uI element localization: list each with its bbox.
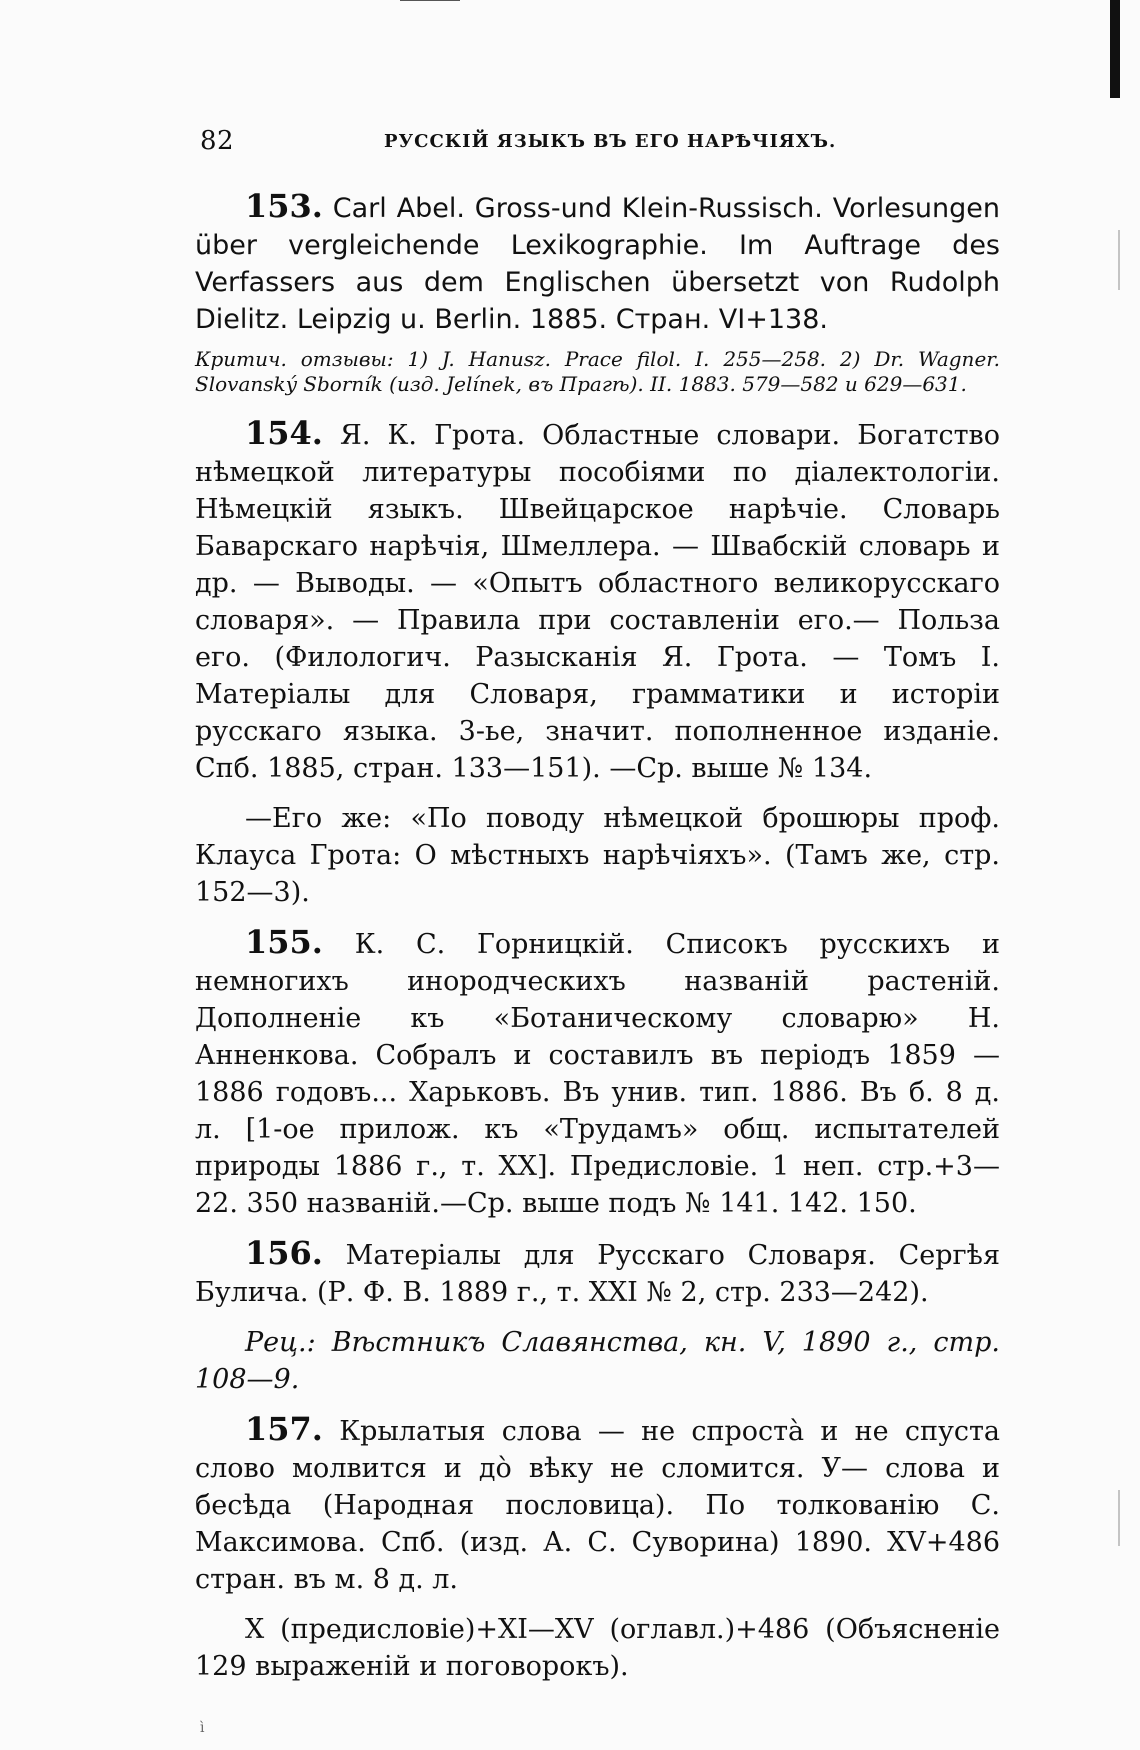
- review-note: Рец.: Вѣстникъ Славянства, кн. V, 1890 г., стр. 108—9.: [195, 1327, 1000, 1395]
- right-edge-line: [1118, 230, 1120, 290]
- entry-note: [195, 1324, 1000, 1398]
- entry-text: Матеріалы для Русскаго Словаря. Сергѣя Булича. (Р. Ф. В. 1889 г., т. XXI № 2, стр. 233—242).: [195, 1240, 1000, 1308]
- entry-number: 154.: [245, 414, 323, 452]
- content-note: X (предисловіе)+XI—XV (оглавл.)+486 (Объясненіе 129 выраженій и поговорокъ).: [195, 1614, 1000, 1682]
- bottom-stain-mark: ì: [200, 1720, 205, 1736]
- entry-text: Я. К. Грота. Областные словари. Богатство нѣмецкой литературы пособіями по діалектологіи. Нѣмецкій языкъ. Швейцарское нарѣчіе. Словарь Баварскаго нарѣчія, Шмеллера. — Швабскій словарь и др. — Выводы. — «Опытъ областного великорусскаго словаря». — Правила при составленіи его.— Польза его. (Филологич. Разысканія Я. Грота. — Томъ I. Матеріалы для Словаря, грамматики и исторіи русскаго языка. 3-ье, значит. пополненное изданіе. Спб. 1885, стран. 133—151). —Ср. выше № 134.: [195, 420, 1000, 784]
- top-print-dash: [400, 0, 460, 1]
- entry-note: [195, 800, 1000, 911]
- entry-number: 155.: [245, 923, 323, 961]
- entry-number: 156.: [245, 1234, 323, 1272]
- entry-153: [195, 188, 1000, 338]
- page-header: [200, 126, 980, 166]
- page-number: 82: [200, 126, 235, 156]
- entry-note: [195, 347, 1000, 397]
- right-edge-line-lower: [1118, 1490, 1120, 1546]
- entry-154: [195, 415, 1000, 787]
- running-title: РУССКІЙ ЯЗЫКЪ ВЪ ЕГО НАРѢЧІЯХЪ.: [384, 131, 837, 152]
- entry-155: [195, 924, 1000, 1222]
- related-note: —Его же: «По поводу нѣмецкой брошюры проф. Клауса Грота: О мѣстныхъ нарѣчіяхъ». (Тамъ же, стр. 152—3).: [195, 803, 1000, 908]
- entry-157: [195, 1411, 1000, 1598]
- entry-number: 153.: [245, 187, 323, 225]
- right-edge-mark: [1110, 0, 1120, 98]
- entry-text: Крылатыя слова — не спростà и не спустa слово молвится и дò вѣку не сломится. У— слова и бесѣда (Народная пословица). По толкованію С. Максимова. Спб. (изд. А. С. Суворина) 1890. XV+486 стран. въ м. 8 д. л.: [195, 1416, 1000, 1595]
- entry-note: [195, 1611, 1000, 1685]
- entry-text: К. С. Горницкій. Списокъ русскихъ и немногихъ инородческихъ названій растеній. Дополненіе къ «Ботаническому словарю» Н. Анненкова. Собралъ и составилъ въ періодъ 1859 — 1886 годовъ... Харьковъ. Въ унив. тип. 1886. Въ б. 8 д. л. [1-ое прилож. къ «Трудамъ» общ. испытателей природы 1886 г., т. XX]. Предисловіе. 1 неп. стр.+3—22. 350 названій.—Ср. выше подъ № 141. 142. 150.: [195, 929, 1000, 1219]
- entry-156: [195, 1235, 1000, 1311]
- entry-number: 157.: [245, 1410, 323, 1448]
- bibliography-list: [195, 188, 1000, 1698]
- entry-text: Carl Abel. Gross-und Klein-Russisch. Vorlesungen über vergleichende Lexikographie. Im Auftrage des Verfassers aus dem Englischen übersetzt von Rudolph Dielitz. Leipzig u. Berlin. 1885. Стран. VI+138.: [195, 193, 1000, 335]
- critical-reviews-note: Критич. отзывы: 1) J. Hanusz. Prace filol. I. 255—258. 2) Dr. Wagner. Slovanský Sborník (изд. Jelínek, въ Прагѣ). II. 1883. 579—582 и 629—631.: [195, 347, 1000, 396]
